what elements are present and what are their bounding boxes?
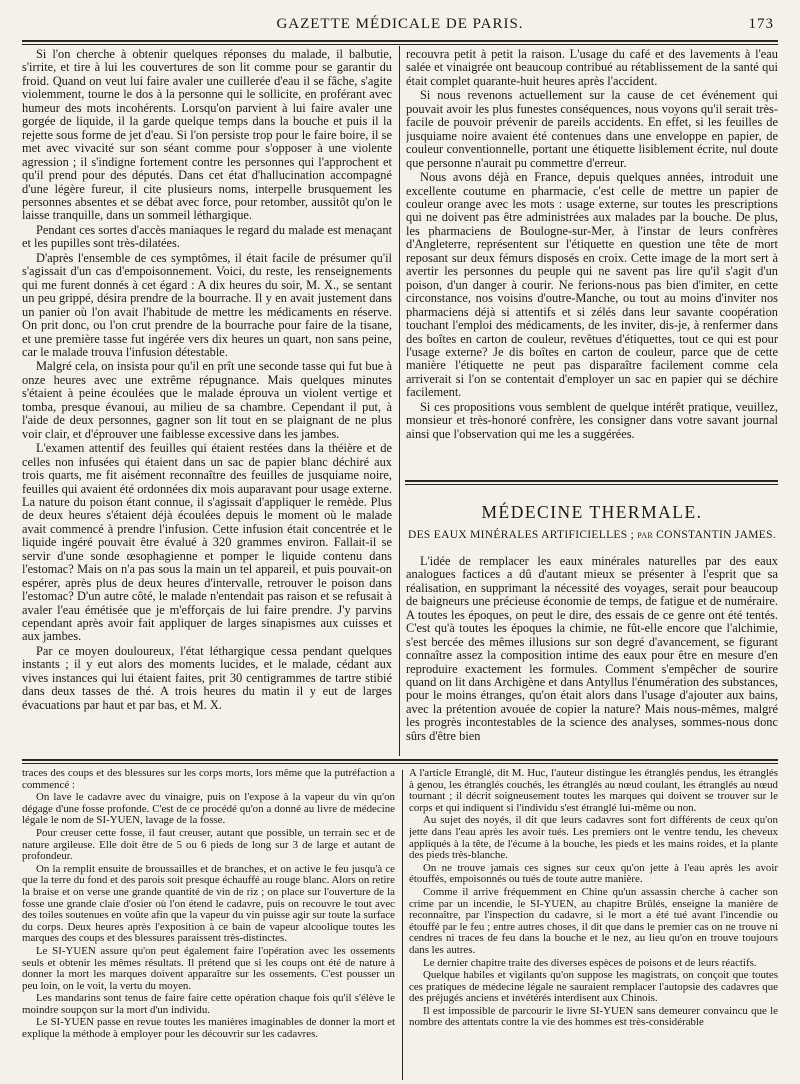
paragraph: Pendant ces sortes d'accès maniaques le regard du malade est menaçant et les pupilles sont très-dilatées.	[22, 222, 392, 251]
upper-right-column-top	[406, 48, 778, 476]
section-title: MÉDECINE THERMALE.	[481, 502, 703, 522]
paragraph: On lave le cadavre avec du vinaigre, puis on l'expose à la vapeur du vin qu'on dégage d'une fosse profonde. C'est de ce procédé qu'on a donné au livre de médecine légale le nom de SI-YUEN, lavage de la fosse.	[22, 791, 395, 827]
paragraph: Pour creuser cette fosse, il faut creuser, autant que possible, un terrain sec et de nature argileuse. Elle doit être de 5 ou 6 pieds de long sur 3 de large et autant de profondeur.	[22, 826, 395, 863]
paragraph: Quelque habiles et vigilants qu'on suppose les magistrats, on conçoit que toutes ces pratiques de médecine légale ne sauraient remplacer l'autopsie des cadavres que des préjugés anciens et invétérés interdisent aux Chinois.	[409, 969, 778, 1005]
lower-column-divider	[402, 770, 403, 1080]
paragraph: Le SI-YUEN assure qu'on peut également faire l'opération avec les ossements seuls et obtenir les mêmes résultats. Il prétend que si les coups ont été de nature à donner la mort les marques doivent apparaître sur les ossements. C'est pousser un peu loin, on le voit, la vertu du moyen.	[22, 944, 395, 992]
paragraph: Malgré cela, on insista pour qu'il en prît une seconde tasse qui fut bue à onze heures avec une extrême répugnance. Mais quelques minutes s'étaient à peine écoulées que le malade éprouva un violent vertige et tomba, presque évanoui, au milieu de sa chambre. Cependant il put, à l'aide de deux personnes, gagner son lit tout en se plaignant de ne plus voir clair, et d'éprouver une faiblesse excessive dans les jambes.	[22, 359, 392, 441]
upper-left-column	[22, 48, 392, 756]
paragraph: Si ces propositions vous semblent de quelque intérêt pratique, veuillez, monsieur et très-honoré confrère, les consigner dans votre savant journal ainsi que l'observation qui me les a suggérées.	[406, 399, 778, 441]
header-rule-bottom	[22, 44, 778, 45]
paragraph: D'après l'ensemble de ces symptômes, il était facile de présumer qu'il s'agissait d'un cas d'empoisonnement. Voici, du reste, les renseignements qui me furent donnés à cet égard : A dix heures du soir, M. X., se sentant un peu grippé, désira prendre de la bourrache. Il y en avait justement dans un panier où l'on avait l'habitude de mettre les médicaments en réserve. On prit donc, ou l'on crut prendre de la bourrache pour faire de la tisane, et une première tasse fut ingérée vers dix heures un quart, non sans peine, car le malade trouva l'infusion détestable.	[22, 250, 392, 359]
paragraph: L'examen attentif des feuilles qui étaient restées dans la théière et de celles non infusées qui étaient dans un sac de papier blanc déchiré aux trois quarts, me fit aisément reconnaître des feuilles de jusquiame noire, feuilles qui avaient été ordonnées dix mois auparavant pour usage externe. La nature du poison étant connue, il s'agissait d'appliquer le remède. Plus de deux heures s'étaient déjà écoulées depuis le moment où le malade avait commencé à prendre l'infusion. Cette infusion était concentrée et le liquide ingéré pouvait être évalué à 320 grammes environ. Fallait-il se servir d'une sonde œsophagienne et pomper le liquide contenu dans l'estomac? Mais on n'a pas sous la main un tel appareil, et puis pouvait-on espérer, après plus de deux heures d'intervalle, retrouver le poison dans l'estomac? D'un autre côté, le malade n'entendait pas raison et se refusait à avaler l'eau émétisée que je m'efforçais de lui faire prendre. J'y parvins cependant après avoir fait appliquer de larges sinapismes aux cuisses et aux jambes.	[22, 441, 392, 644]
lower-section-rule-top	[22, 759, 778, 761]
paragraph: A l'article Étranglé, dit M. Huc, l'auteur distingue les étranglés pendus, les étranglés à genou, les étranglés couchés, les étranglés au nœud coulant, les étranglés au nœud tournant ; il décrit soigneusement toutes les marques qui doivent se trouver sur le corps et qui indiquent si l'individu s'est étranglé lui-même ou non.	[409, 768, 778, 814]
paragraph: Au sujet des noyés, il dit que leurs cadavres sont fort différents de ceux qu'on jette dans l'eau après les avoir tués. Les premiers ont le ventre tendu, les cheveux appliqués à la tête, de l'écume à la bouche, les pieds et les mains roides, et la plante des pieds très-blanche.	[409, 814, 778, 862]
lower-left-column	[22, 768, 395, 1080]
paragraph: Nous avons déjà en France, depuis quelques années, introduit une excellente coutume en pharmacie, c'est celle de mettre un papier de couleur orange avec les mots : usage externe, sur toutes les prescriptions qui ne doivent pas être administrées aux malades par la bouche. De plus, les pharmaciens de Boulogne-sur-Mer, à l'instar de leurs confrères d'Angleterre, représentent sur l'étiquette en question une tête de mort reposant sur deux fémurs disposés en croix. Cette image de la mort sert à avertir les personnes du peuple qui ne savent pas lire qu'il s'agit d'un poison, d'un danger à courir. Ne ferions-nous pas bien d'imiter, en cette circonstance, nos voisins d'outre-Manche, ou tout au moins d'inviter nos pharmaciens déjà si attentifs et si zélés dans leur savante coopération touchant l'emploi des médicaments, de les inviter, dis-je, à renfermer dans des boîtes en carton de couleur, revêtues d'étiquettes, tout ce qui est pour l'usage externe? Je dis boîtes en carton de couleur, parce que de cette manière l'étiquette ne peut pas disparaître facilement comme cela arriverait si l'on se contentait d'employer un sac en papier qui se déchire facilement.	[406, 170, 778, 400]
section-subtitle: DES EAUX MINÉRALES ARTIFICIELLES ; par CONSTANTIN JAMES.	[408, 529, 776, 542]
page-header	[22, 14, 778, 38]
paragraph: Les mandarins sont tenus de faire faire cette opération chaque fois qu'il s'élève le moindre soupçon sur la mort d'un individu.	[22, 992, 395, 1016]
lower-right-column	[409, 768, 778, 1080]
header-rule-top	[22, 40, 778, 42]
paragraph: L'idée de remplacer les eaux minérales naturelles par des eaux analogues factices a dû d'autant mieux se présenter à l'esprit que sa réalisation, en supprimant la nécessité des voyages, serait pour beaucoup de baigneurs une précieuse économie de temps, de fatigue et de numéraire. A toutes les époques, on peut le dire, des essais de ce genre ont été tentés. C'est qu'à toutes les époques la chimie, ne fût-elle encore que l'alchimie, s'est bercée des mêmes illusions sur son degré d'avancement, se figurant connaître assez la composition intime des eaux pour être en mesure d'en reproduire exactement les formules. Comment s'empêcher de sourire quand on lit dans Archigène et dans Antyllus l'énumération des substances, pour le moins étranges, qu'on était alors dans l'usage d'ajouter aux bains, avec la prétention avouée de copier la nature? Mais nous-mêmes, malgré les progrès incontestables de la science des analyses, sommes-nous donc sûrs d'être bien	[406, 553, 778, 743]
section-rule-bottom	[405, 484, 778, 485]
paragraph: Il est impossible de parcourir le livre SI-YUEN sans demeurer convaincu que le nombre des attentats contre la vie des hommes est très-considérable	[409, 1004, 778, 1029]
paragraph: On ne trouve jamais ces signes sur ceux qu'on jette à l'eau après les avoir étouffés, empoisonnés ou tués de toute autre manière.	[409, 861, 778, 886]
paragraph: Par ce moyen douloureux, l'état léthargique cessa pendant quelques instants ; il y eut alors des moments lucides, et le malade, cédant aux vives instances qui lui étaient faites, prit 30 centigrammes de tartre stibié dans deux tasses de thé. A trois heures du matin il y eut de larges évacuations par haut et par bas, et M. X.	[22, 643, 392, 712]
paragraph: Si l'on cherche à obtenir quelques réponses du malade, il balbutie, s'irrite, et tire à lui les couvertures de son lit comme pour se garantir du froid. Quand on veut lui faire avaler une cuillerée d'eau il se fâche, s'agite violemment, tourne le dos à la personne qui le sollicite, en proférant avec humeur des mots incohérents. Lorsqu'on parvient à lui faire avaler une gorgée de liquide, il la garde quelque temps dans la bouche et puis il la rejette sous forme de jet d'eau. Si l'on persiste trop pour le faire boire, il se met avec vivacité sur son séant comme pour s'opposer à une violente agression ; il s'indigne fortement contre les personnes qui l'approchent et qu'il prend pour des députés. Dans cet état d'hallucination accompagné d'une légère fureur, il cite plusieurs noms, interpelle brusquement les personnes absentes et se débat avec force, pour retomber, aussitôt qu'on le laisse tranquille, dans un sommeil léthargique.	[22, 48, 392, 223]
paragraph: Comme il arrive fréquemment en Chine qu'un assassin cherche à cacher son crime par un incendie, le SI-YUEN, au chapitre Brûlés, enseigne la manière de reconnaître, par l'inspection du cadavre, si le mort a été tué avant l'incendie ou étouffé par le feu ; entre autres choses, il dit que dans le premier cas on ne trouve ni cendres ni traces de feu dans la bouche et le nez, au lieu qu'on en trouve toujours dans les autres.	[409, 885, 778, 956]
upper-right-column-bottom	[406, 500, 778, 756]
section-rule-top	[405, 480, 778, 482]
paragraph: recouvra petit à petit la raison. L'usage du café et des lavements à l'eau salée et vinaigrée ont beaucoup contribué au rétablissement de la santé qui était complet quarante-huit heures après l'accident.	[406, 48, 778, 88]
page-number: 173	[748, 16, 774, 32]
journal-title: GAZETTE MÉDICALE DE PARIS.	[276, 16, 524, 32]
lower-section-rule-bottom	[22, 763, 778, 764]
paragraph: Le SI-YUEN passe en revue toutes les manières imaginables de donner la mort et explique la méthode à employer pour les découvrir sur les cadavres.	[22, 1016, 395, 1041]
upper-column-divider	[399, 46, 400, 756]
paragraph: Si nous revenons actuellement sur la cause de cet événement qui pouvait avoir les plus funestes conséquences, nous voyons qu'il serait très-facile de pouvoir prévenir de pareils accidents. En effet, si les feuilles de jusquiame noire avaient été contenues dans une enveloppe en papier, de couleur conventionnelle, portant une étiquette lisiblement écrite, nul doute que personne n'aurait pu commettre d'erreur.	[406, 88, 778, 170]
paragraph: Le dernier chapitre traite des diverses espèces de poisons et de leurs réactifs.	[423, 956, 757, 969]
paragraph: traces des coups et des blessures sur les corps morts, lors même que la putréfaction a commencé :	[22, 768, 395, 791]
paragraph: On la remplit ensuite de broussailles et de branches, et on active le feu jusqu'à ce que la terre du fond et des parois soit presque échauffé au rouge blanc. Alors on retire la braise et on verse une grande quantité de vin de riz ; on place sur l'ouverture de la fosse une grande claie d'osier où l'on étend le cadavre, puis on recouvre le tout avec des toiles soutenues en voûte afin que la vapeur du vin puisse agir sur toute la surface du corps. Deux heures après l'exposition à ce bain de vapeur alcoolique toutes les marques des coups et des blessures paraissent très-distinctes.	[22, 862, 395, 945]
